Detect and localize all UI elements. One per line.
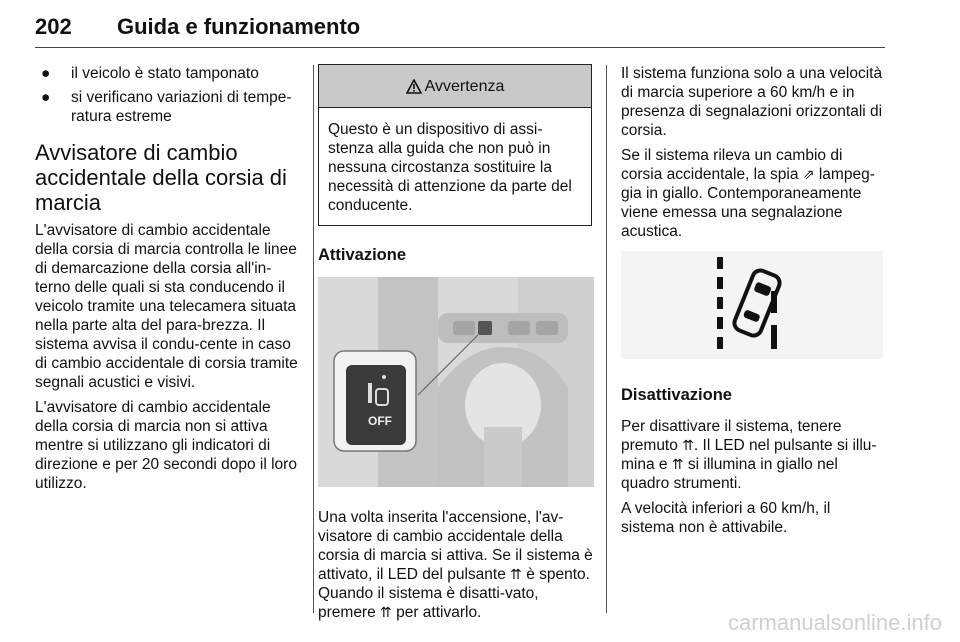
warning-triangle-icon	[406, 79, 422, 94]
lane-assist-button-icon: ⇈	[510, 566, 522, 582]
lane-assist-button-icon: ⇈	[380, 604, 392, 620]
paragraph: Una volta inserita l'accensione, l'av-visatore di cambio accidentale della corsia di marcia si attiva. Se il sistema è attivato, il LED del pulsante ⇈ è spento. Quando il sistema è disatti-vato, premere ⇈ per attivarlo.	[318, 509, 593, 621]
page-number: 202	[35, 14, 72, 39]
middle-column	[318, 64, 594, 628]
paragraph: Se il sistema rileva un cambio di corsia accidentale, la spia ⇗ lampeg-gia in giallo. Contemporaneamente viene emessa una segnalazione acustica.	[621, 147, 875, 240]
page-title: Guida e funzionamento	[117, 14, 361, 39]
console-photo	[318, 277, 594, 487]
lane-assist-button-icon: ⇈	[682, 437, 694, 453]
watermark: carmanualsonline.info	[727, 610, 942, 635]
page-header	[35, 8, 885, 48]
section-heading: Attivazione	[318, 246, 407, 264]
right-column	[621, 64, 887, 543]
header-rule	[35, 47, 885, 48]
paragraph: A velocità inferiori a 60 km/h, il sistema non è attivabile.	[621, 500, 831, 536]
paragraph: Il sistema funziona solo a una velocità di marcia superiore a 60 km/h e in presenza di segnalazioni orizzontali di corsia.	[621, 65, 883, 139]
left-column	[35, 64, 303, 499]
column-divider	[606, 65, 607, 613]
column-divider	[313, 65, 314, 613]
list-item: ● si verificano variazioni di tempe-ratura estreme	[41, 89, 292, 125]
list-item: ● il veicolo è stato tamponato	[41, 65, 259, 82]
lane-warning-lamp-icon: ⇈	[671, 456, 684, 472]
paragraph: L'avvisatore di cambio accidentale della corsia di marcia non si attiva mentre si utilizzano gli indicatori di direzione e per 20 secondi dopo il loro utilizzo.	[35, 399, 297, 492]
warning-text: Questo è un dispositivo di assi-stenza alla guida che non può in nessuna circostanza sostituire la necessità di attenzione da parte del conducente.	[328, 121, 572, 214]
off-label: OFF	[368, 414, 392, 428]
lane-warning-lamp-icon: ⇗	[802, 166, 815, 182]
section-heading: Disattivazione	[621, 386, 732, 404]
warning-title: Avvertenza	[424, 77, 505, 95]
paragraph: L'avvisatore di cambio accidentale della corsia di marcia controlla le linee di demarcazione della corsia all'in-terno delle quali si sta conducendo il veicolo tramite una telecamera situata nella parte alta del para-brezza. Il sistema avvisa il condu-cente in caso di cambio accidentale di corsia tramite segnali acustici e visivi.	[35, 222, 298, 391]
warning-box	[318, 64, 592, 226]
lane-departure-icon	[621, 251, 883, 359]
paragraph: Per disattivare il sistema, tenere premuto ⇈. Il LED nel pulsante si illu-mina e ⇈ si illumina in giallo nel quadro strumenti.	[621, 418, 877, 492]
section-heading: Avvisatore di cambio accidentale della corsia di marcia	[35, 140, 287, 215]
warning-header	[319, 65, 591, 108]
